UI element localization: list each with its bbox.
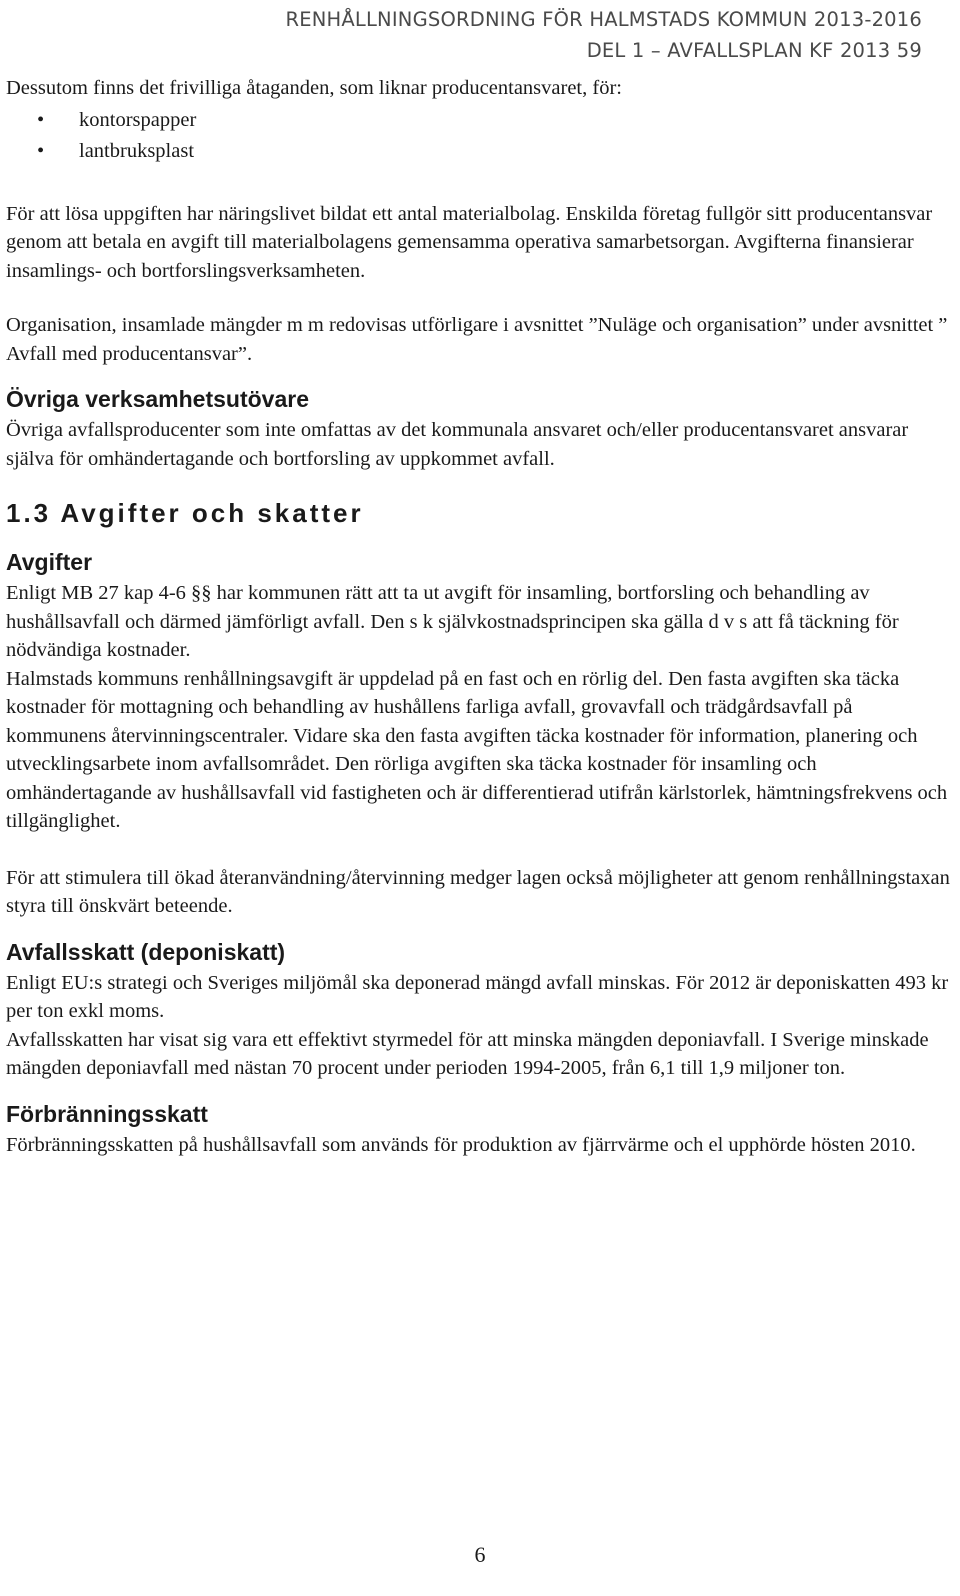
bullet-list [6,105,950,167]
list-item [6,136,950,167]
paragraph-materialbolag: För att lösa uppgiften har näringslivet bildat ett antal materialbolag. Enskilda företag fullgör sitt producentansvar genom att betala en avgift till materialbolagens gemensamma operativa samarbetsorgan. Avgifterna finansierar insamlings- och bortforslingsverksamheten. [6,202,933,282]
paragraph-avfallsskatt-1: Enligt EU:s strategi och Sveriges miljömål ska deponerad mängd avfall minskas. För 2012 är deponiskatten 493 kr per ton exkl moms. [6,971,949,1022]
page-header [285,4,922,66]
header-subtitle-text: DEL 1 – AVFALLSPLAN KF 2013 [586,39,891,62]
paragraph-ovriga: Övriga avfallsproducenter som inte omfattas av det kommunala ansvaret och/eller producentansvaret ansvarar själva för omhändertagande och bortforsling av uppkommet avfall. [6,419,909,470]
paragraph-forbranningsskatt: Förbränningsskatten på hushållsavfall som används för produktion av fjärrvärme och el upphörde hösten 2010. [6,1133,916,1156]
list-item-text: lantbruksplast [79,139,195,162]
bullet-icon: • [37,139,45,162]
document-body [6,74,950,1159]
paragraph-avgifter-2: Halmstads kommuns renhållningsavgift är uppdelad på en fast och en rörlig del. Den fasta avgiften ska täcka kostnader för mottagning och behandling av hushållens farliga avfall, grovavfall och trädgårdsavfall på kommunens återvinningscentraler. Vidare ska den fasta avgiften täcka kostnader för information, planering och utvecklingsarbete inom avfallsområdet. Den rörliga avgiften ska täcka kostnader för insamling och omhändertagande av hushållsavfall vid fastigheten och är differentierad utifrån kärlstorlek, hämtningsfrekvens och tillgänglighet. [6,667,948,832]
paragraph-avgifter-1: Enligt MB 27 kap 4-6 §§ har kommunen rätt att ta ut avgift för insamling, bortforsling och behandling av hushållsavfall och därmed jämförligt avfall. Den s k självkostnadsprincipen ska gälla d v s att få täckning för nödvändiga kostnader. [6,582,899,661]
section-title: 1.3 Avgifter och skatter [6,498,364,528]
header-title: RENHÅLLNINGSORDNING FÖR HALMSTADS KOMMUN 2013-2016 [285,8,922,31]
heading-avfallsskatt: Avfallsskatt (deponiskatt) [6,938,286,965]
paragraph-organisation: Organisation, insamlade mängder m m redovisas utförligare i avsnittet ”Nuläge och organisation” under avsnittet ” Avfall med producentansvar”. [6,314,948,365]
intro-text: Dessutom finns det frivilliga åtaganden, som liknar producentansvaret, för: [6,77,622,99]
heading-forbranningsskatt: Förbränningsskatt [6,1100,208,1127]
paragraph-avfallsskatt-2: Avfallsskatten har visat sig vara ett effektivt styrmedel för att minska mängden deponiavfall. I Sverige minskade mängden deponiavfall med nästan 70 procent under perioden 1994-2005, från 6,1 till 1,9 miljoner ton. [6,1028,929,1079]
heading-avgifter: Avgifter [6,549,93,575]
list-item [6,105,950,136]
header-subtitle [285,35,922,66]
heading-ovriga: Övriga verksamhetsutövare [6,386,309,412]
bullet-icon: • [37,108,45,131]
list-item-text: kontorspapper [79,108,197,131]
page-number: 6 [474,1542,486,1567]
header-page-ref: 59 [896,39,922,62]
paragraph-avgifter-3: För att stimulera till ökad återanvändning/återvinning medger lagen också möjligheter att genom renhållningstaxan styra till önskvärt beteende. [6,866,950,917]
